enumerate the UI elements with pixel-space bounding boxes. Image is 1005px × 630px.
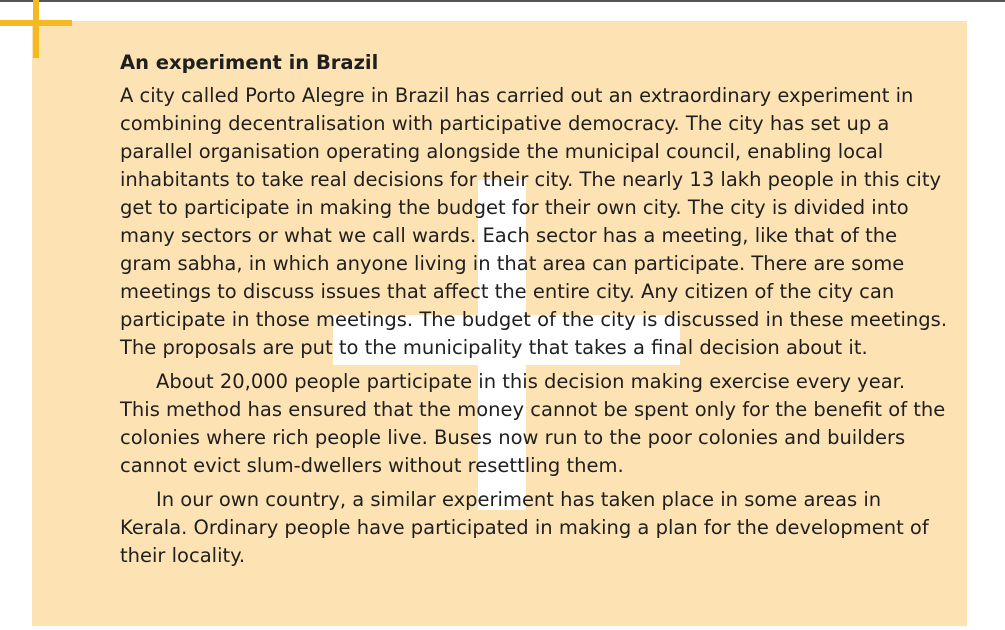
article-paragraph-2: About 20,000 people participate in this decision making exercise every year. This method has ensured that the money cannot be spent only for the benefit of the colonies where rich people live. Buses now run to the poor colonies and builders cannot evict slum-dwellers without resettling them. xyxy=(120,370,946,477)
article-content xyxy=(120,50,950,576)
top-border-line xyxy=(0,0,1005,2)
article-title: An experiment in Brazil xyxy=(120,51,379,74)
plus-corner-icon-vertical xyxy=(33,0,39,58)
article-paragraph-1: A city called Porto Alegre in Brazil has carried out an extraordinary experiment in combining decentralisation with participative democracy. The city has set up a parallel organisation operating alongside the municipal council, enabling local inhabitants to take real decisions for their city. The nearly 13 lakh people in this city get to participate in making the budget for their own city. The city is divided into many sectors or what we call wards. Each sector has a meeting, like that of the gram sabha, in which anyone living in that area can participate. There are some meetings to discuss issues that affect the entire city. Any citizen of the city can participate in those meetings. The budget of the city is discussed in these meetings. The proposals are put to the municipality that takes a final decision about it. xyxy=(120,84,948,359)
article-paragraph-3: In our own country, a similar experiment has taken place in some areas in Kerala. Ordinary people have participated in making a plan for the development of their locality. xyxy=(120,488,929,567)
